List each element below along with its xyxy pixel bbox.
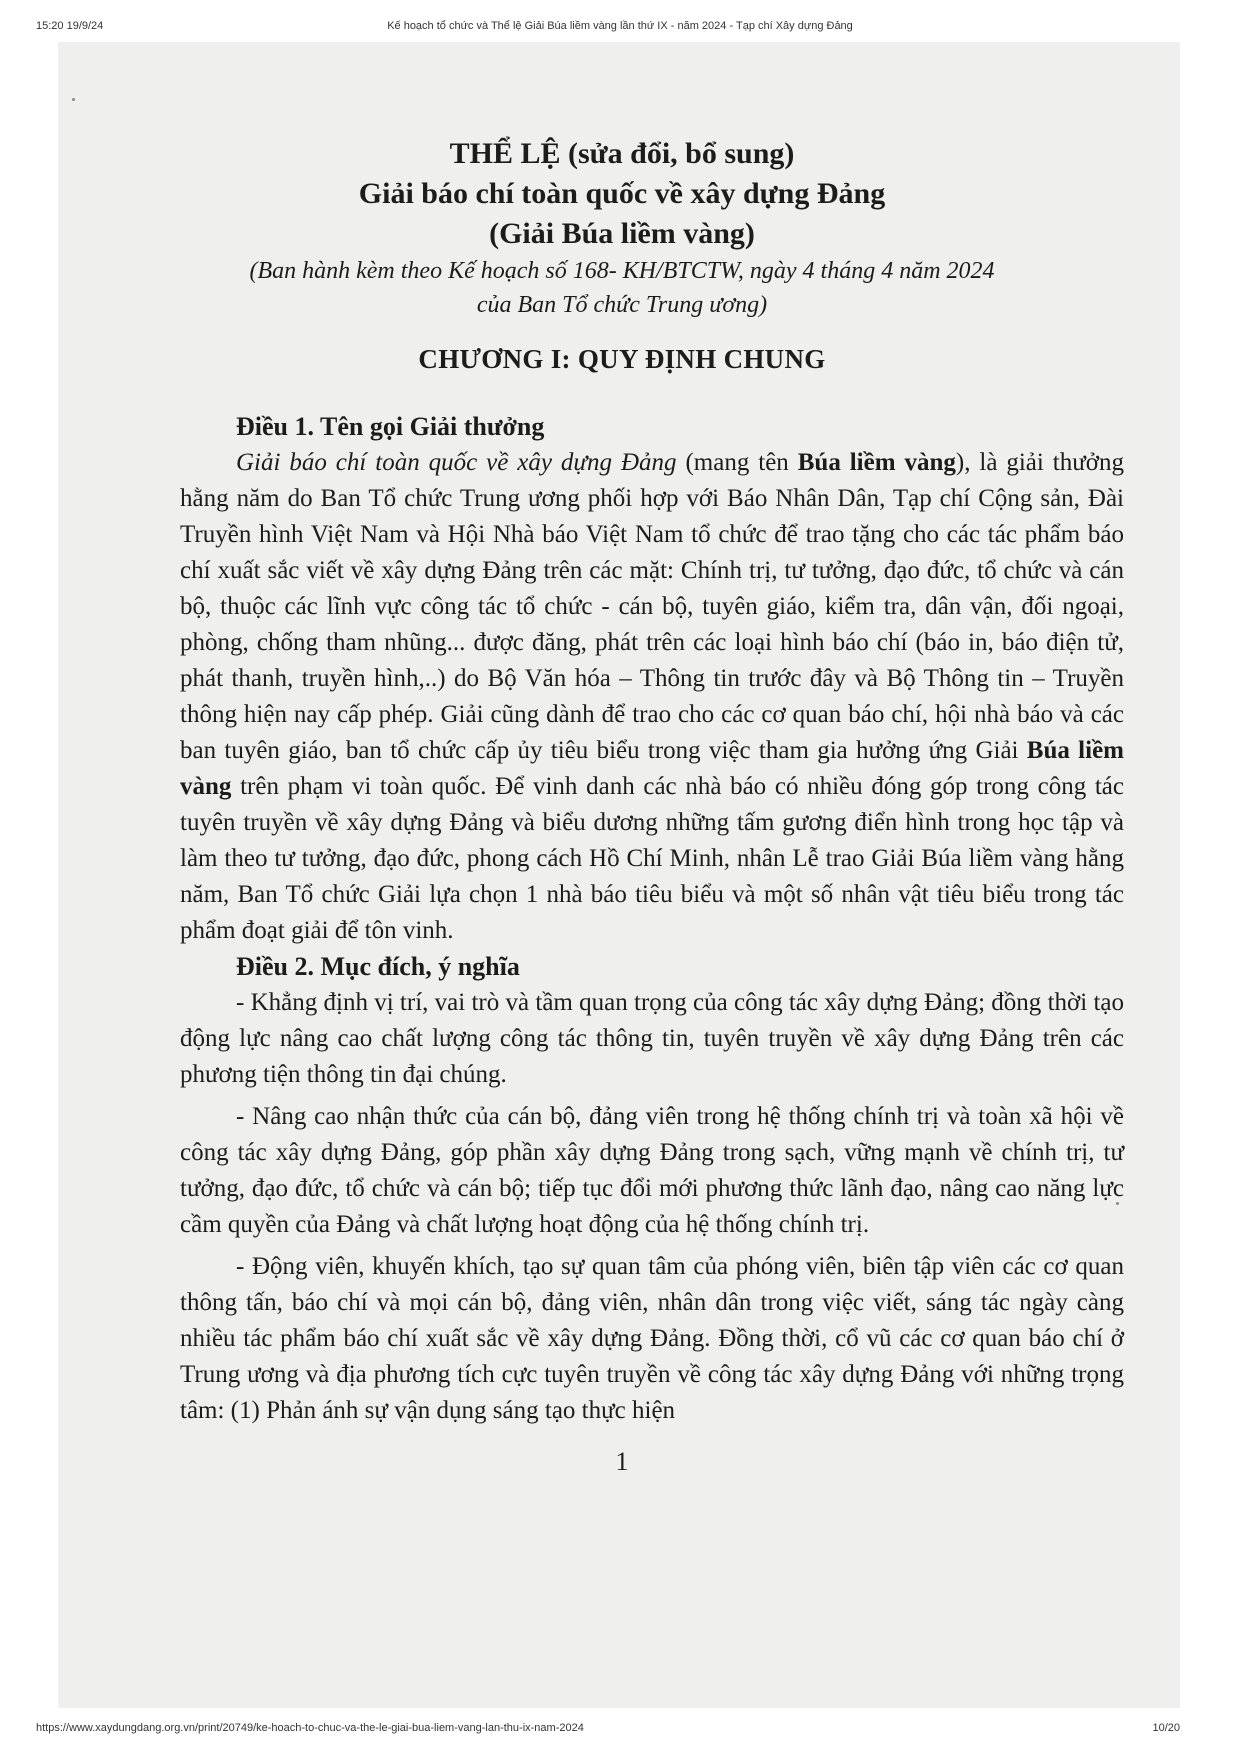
document-title: THỂ LỆ (sửa đổi, bổ sung) <box>449 137 795 170</box>
scan-speck <box>72 98 75 101</box>
document-body <box>112 96 1132 1477</box>
article2-heading: Điều 2. Mục đích, ý nghĩa <box>236 952 520 981</box>
document-title-line3: (Giải Búa liềm vàng) <box>489 217 755 250</box>
article1-paragraph: Giải báo chí toàn quốc về xây dựng Đảng (mang tên Búa liềm vàng), là giải thưởng hằng năm do Ban Tổ chức Trung ương phối hợp với Báo Nhân Dân, Tạp chí Cộng sản, Đài Truyền hình Việt Nam và Hội Nhà báo Việt Nam tổ chức để trao tặng cho các tác phẩm báo chí xuất sắc viết về xây dựng Đảng trên các mặt: Chính trị, tư tưởng, đạo đức, tổ chức và cán bộ, thuộc các lĩnh vực công tác tổ chức - cán bộ, tuyên giáo, kiểm tra, dân vận, đối ngoại, phòng, chống tham nhũng... được đăng, phát trên các loại hình báo chí (báo in, báo điện tử, phát thanh, truyền hình,..) do Bộ Văn hóa – Thông tin trước đây và Bộ Thông tin – Truyền thông hiện nay cấp phép. Giải cũng dành để trao cho các cơ quan báo chí, hội nhà báo và các ban tuyên giáo, ban tổ chức cấp ủy tiêu biểu trong việc tham gia hưởng ứng Giải Búa liềm vàng trên phạm vi toàn quốc. Để vinh danh các nhà báo có nhiều đóng góp trong công tác tuyên truyền về xây dựng Đảng và biểu dương những tấm gương điển hình trong học tập và làm theo tư tưởng, đạo đức, phong cách Hồ Chí Minh, nhân Lễ trao Giải Búa liềm vàng hằng năm, Ban Tổ chức Giải lựa chọn 1 nhà báo tiêu biểu và một số nhân vật tiêu biểu trong tác phẩm đoạt giải để tôn vinh. <box>180 449 1124 944</box>
article2-bullet: - Nâng cao nhận thức của cán bộ, đảng viên trong hệ thống chính trị và toàn xã hội về công tác xây dựng Đảng, góp phần xây dựng Đảng trong sạch, vững mạnh về chính trị, tư tưởng, đạo đức, tổ chức và cán bộ; tiếp tục đổi mới phương thức lãnh đạo, nâng cao năng lực cầm quyền của Đảng và chất lượng hoạt động của hệ thống chính trị. <box>180 1103 1124 1238</box>
award-name-italic: Giải báo chí toàn quốc về xây dựng Đảng <box>236 449 677 476</box>
article1-heading: Điều 1. Tên gọi Giải thưởng <box>236 412 545 441</box>
print-footer <box>0 1722 1240 1738</box>
chapter-heading: CHƯƠNG I: QUY ĐỊNH CHUNG <box>418 344 826 374</box>
document-title-block <box>112 134 1132 322</box>
print-url: https://www.xaydungdang.org.vn/print/20749/ke-hoach-to-chuc-va-the-le-giai-bua-liem-vang-lan-thu-ix-nam-2024 <box>36 1722 584 1734</box>
document-title-line2: Giải báo chí toàn quốc về xây dựng Đảng <box>358 177 886 210</box>
award-brand-bold: Búa liềm vàng <box>797 449 956 476</box>
print-page-count: 10/20 <box>1152 1722 1180 1734</box>
page-number: 1 <box>615 1447 629 1476</box>
print-datetime: 15:20 19/9/24 <box>36 20 104 32</box>
article2-bullet: - Động viên, khuyến khích, tạo sự quan tâm của phóng viên, biên tập viên các cơ quan thông tấn, báo chí và mọi cán bộ, đảng viên, nhân dân trong việc viết, sáng tác ngày càng nhiều tác phẩm báo chí xuất sắc về xây dựng Đảng. Đồng thời, cổ vũ các cơ quan báo chí ở Trung ương và địa phương tích cực tuyên truyền về công tác xây dựng Đảng với những trọng tâm: (1) Phản ánh sự vận dụng sáng tạo thực hiện <box>180 1253 1124 1424</box>
print-page-title: Kế hoạch tổ chức và Thể lệ Giải Búa liềm vàng lần thứ IX - năm 2024 - Tạp chí Xây dựng Đảng <box>387 20 853 32</box>
print-header <box>0 20 1240 36</box>
article2-bullet: - Khẳng định vị trí, vai trò và tầm quan trọng của công tác xây dựng Đảng; đồng thời tạo động lực nâng cao chất lượng công tác thông tin, tuyên truyền về xây dựng Đảng trên các phương tiện thông tin đại chúng. <box>180 989 1124 1088</box>
document-subtitle-line2: của Ban Tổ chức Trung ương) <box>476 292 768 318</box>
award-brand-bold: Búa liềm vàng <box>180 737 1124 800</box>
document-subtitle-line1: (Ban hành kèm theo Kế hoạch số 168- KH/BTCTW, ngày 4 tháng 4 năm 2024 <box>249 258 995 284</box>
